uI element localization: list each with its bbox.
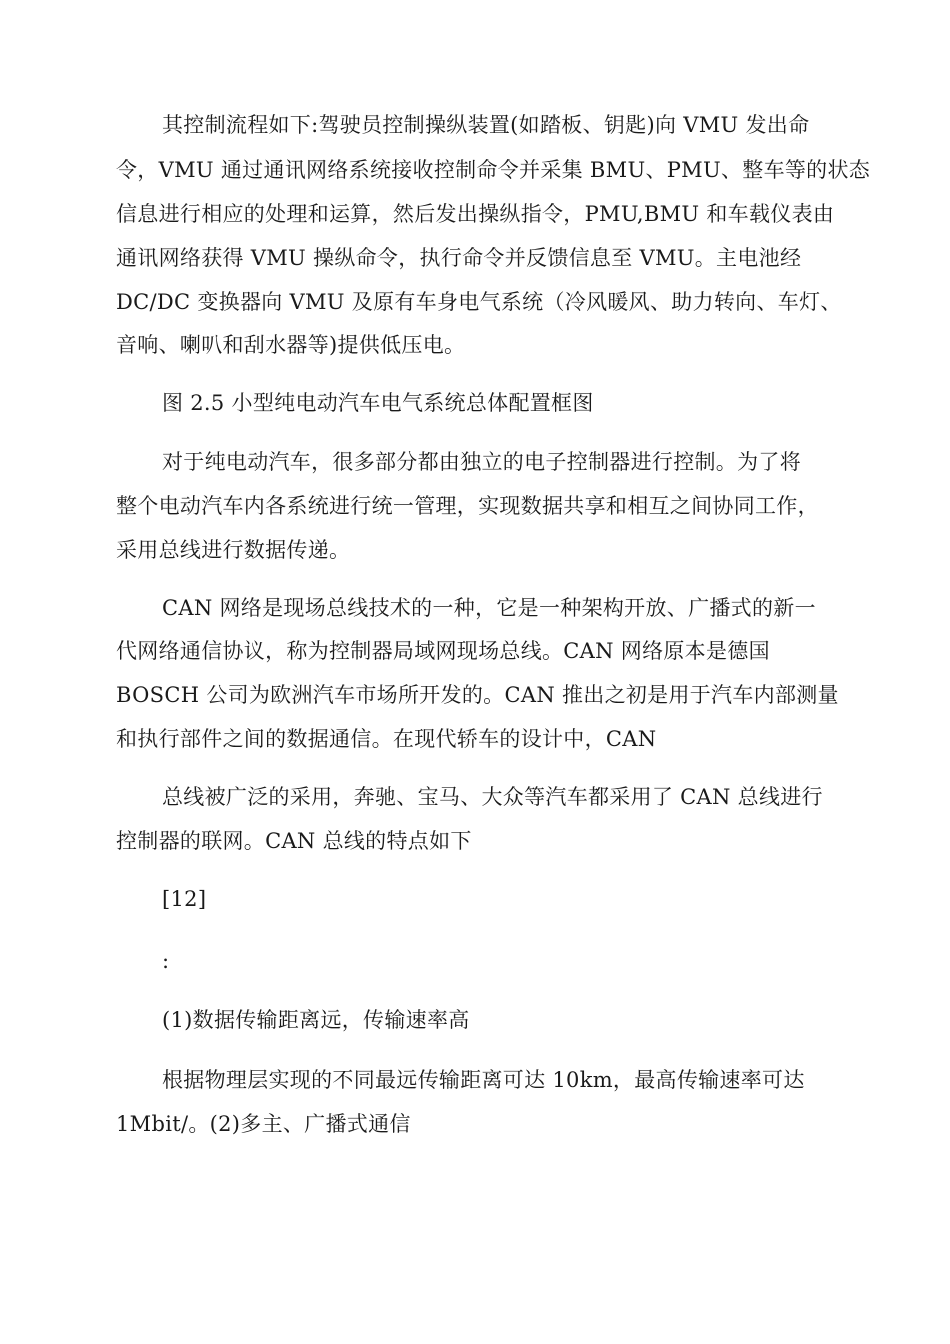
paragraph-line: 采用总线进行数据传递。 [116, 538, 351, 562]
paragraph-line: 根据物理层实现的不同最远传输距离可达 10km，最高传输速率可达 [162, 1068, 805, 1092]
citation-reference: [12] [162, 887, 207, 911]
paragraph-line: CAN 网络是现场总线技术的一种，它是一种架构开放、广播式的新一 [162, 596, 816, 620]
paragraph-line: 整个电动汽车内各系统进行统一管理，实现数据共享和相互之间协同工作， [116, 494, 819, 518]
figure-caption: 图 2.5 小型纯电动汽车电气系统总体配置框图 [162, 391, 594, 415]
colon-punctuation: : [162, 949, 170, 973]
paragraph-line: 控制器的联网。CAN 总线的特点如下 [116, 829, 472, 853]
paragraph-line: 信息进行相应的处理和运算，然后发出操纵指令，PMU,BMU 和车载仪表由 [116, 202, 835, 226]
paragraph-line: 音响、喇叭和刮水器等)提供低压电。 [116, 333, 466, 357]
paragraph-line: 对于纯电动汽车，很多部分都由独立的电子控制器进行控制。为了将 [162, 450, 801, 474]
paragraph-line: 总线被广泛的采用，奔驰、宝马、大众等汽车都采用了 CAN 总线进行 [162, 785, 823, 809]
paragraph-line: 通讯网络获得 VMU 操纵命令，执行命令并反馈信息至 VMU。主电池经 [116, 246, 802, 270]
paragraph-line: DC/DC 变换器向 VMU 及原有车身电气系统（冷风暖风、助力转向、车灯、 [116, 290, 842, 314]
paragraph-line: 1Mbit/。(2)多主、广播式通信 [116, 1112, 411, 1136]
paragraph-line: 和执行部件之间的数据通信。在现代轿车的设计中，CAN [116, 727, 657, 751]
paragraph-line: 代网络通信协议，称为控制器局域网现场总线。CAN 网络原本是德国 [116, 639, 770, 663]
paragraph-line: 令，VMU 通过通讯网络系统接收控制命令并采集 BMU、PMU、整车等的状态 [116, 158, 871, 182]
feature-heading: (1)数据传输距离远，传输速率高 [162, 1008, 470, 1032]
paragraph-line: BOSCH 公司为欧洲汽车市场所开发的。CAN 推出之初是用于汽车内部测量 [116, 683, 839, 707]
paragraph-line: 其控制流程如下:驾驶员控制操纵装置(如踏板、钥匙)向 VMU 发出命 [162, 113, 810, 137]
